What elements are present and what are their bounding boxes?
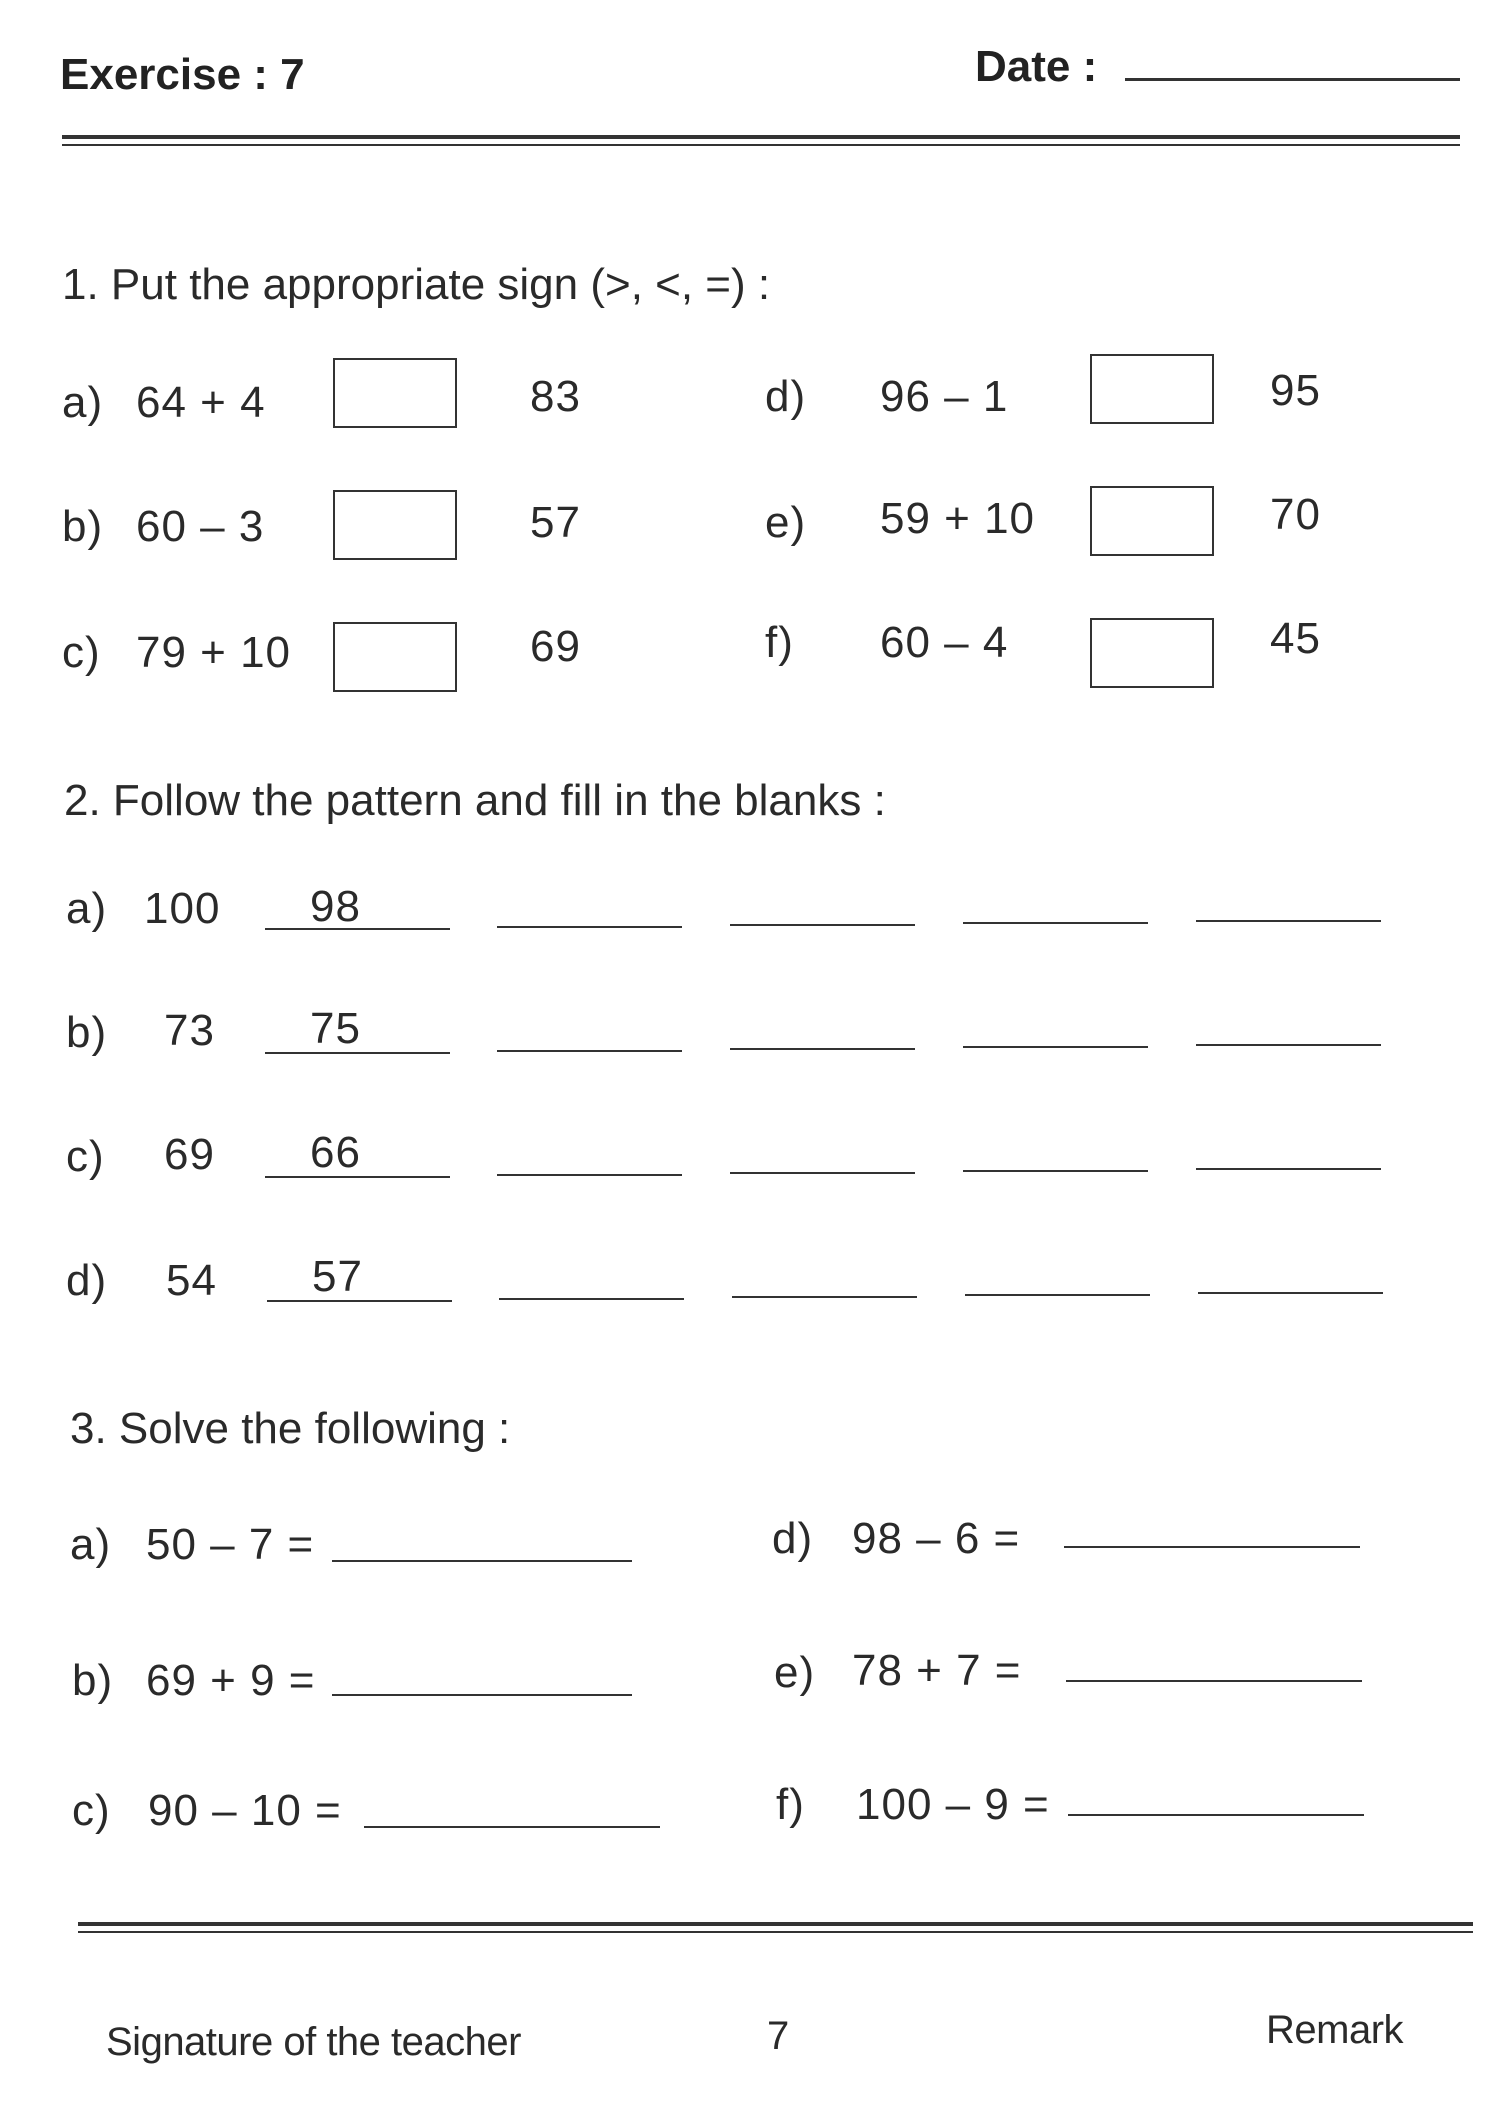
q1-answer-box-d[interactable] (1090, 354, 1214, 424)
q1-title: 1. Put the appropriate sign (>, <, =) : (62, 260, 771, 309)
q1-answer-box-b[interactable] (333, 490, 457, 560)
bottom-divider (78, 1922, 1473, 1936)
q1-expr-b: 60 – 3 (136, 502, 265, 551)
q3-answer-c[interactable] (364, 1826, 660, 1828)
q3-answer-b[interactable] (332, 1694, 632, 1696)
q2-start-b: 73 (164, 1006, 215, 1055)
q2-blank-c2[interactable] (497, 1174, 682, 1176)
q2-blank-c1[interactable] (265, 1176, 450, 1178)
q3-expr-d: 98 – 6 = (852, 1514, 1021, 1563)
q2-blank-b3[interactable] (730, 1048, 915, 1050)
q1-compare-c: 69 (530, 622, 581, 671)
q2-label-c: c) (66, 1132, 105, 1181)
q3-expr-c: 90 – 10 = (148, 1786, 342, 1835)
q1-expr-a: 64 + 4 (136, 378, 266, 427)
q1-label-b: b) (62, 502, 104, 551)
q2-blank-a4[interactable] (963, 922, 1148, 924)
q1-compare-d: 95 (1270, 366, 1321, 415)
q3-label-a: a) (70, 1520, 112, 1569)
q2-start-d: 54 (166, 1256, 217, 1305)
q1-label-f: f) (765, 618, 794, 667)
q3-expr-b: 69 + 9 = (146, 1656, 316, 1705)
date-field[interactable] (1125, 78, 1460, 81)
page-number: 7 (767, 2014, 789, 2058)
exercise-title: Exercise : 7 (60, 50, 305, 99)
q2-blank-b4[interactable] (963, 1046, 1148, 1048)
q3-answer-a[interactable] (332, 1560, 632, 1562)
top-divider (62, 135, 1460, 149)
q2-blank-a3[interactable] (730, 924, 915, 926)
q1-label-d: d) (765, 372, 807, 421)
q2-blank-d3[interactable] (732, 1296, 917, 1298)
q2-blank-b2[interactable] (497, 1050, 682, 1052)
q1-compare-e: 70 (1270, 490, 1321, 539)
q2-given-d: 57 (312, 1252, 363, 1301)
q3-label-e: e) (774, 1648, 816, 1697)
q1-answer-box-e[interactable] (1090, 486, 1214, 556)
q2-blank-a5[interactable] (1196, 920, 1381, 922)
q2-blank-d1[interactable] (267, 1300, 452, 1302)
q1-compare-a: 83 (530, 372, 581, 421)
q2-blank-a2[interactable] (497, 926, 682, 928)
q2-blank-d4[interactable] (965, 1294, 1150, 1296)
q2-label-b: b) (66, 1008, 108, 1057)
q1-expr-f: 60 – 4 (880, 618, 1009, 667)
q3-answer-f[interactable] (1068, 1814, 1364, 1816)
q3-label-d: d) (772, 1514, 814, 1563)
q2-given-c: 66 (310, 1128, 361, 1177)
q1-answer-box-f[interactable] (1090, 618, 1214, 688)
q2-blank-c3[interactable] (730, 1172, 915, 1174)
q2-blank-b5[interactable] (1196, 1044, 1381, 1046)
q1-label-e: e) (765, 498, 807, 547)
q2-blank-c5[interactable] (1196, 1168, 1381, 1170)
q3-answer-e[interactable] (1066, 1680, 1362, 1682)
q1-compare-f: 45 (1270, 614, 1321, 663)
q3-title: 3. Solve the following : (70, 1404, 511, 1453)
signature-label: Signature of the teacher (106, 2020, 521, 2064)
q3-expr-e: 78 + 7 = (852, 1646, 1022, 1695)
q2-blank-a1[interactable] (265, 928, 450, 930)
q2-label-a: a) (66, 884, 108, 933)
q2-label-d: d) (66, 1256, 108, 1305)
q3-expr-f: 100 – 9 = (856, 1780, 1050, 1829)
q3-label-f: f) (776, 1780, 805, 1829)
q2-blank-d2[interactable] (499, 1298, 684, 1300)
q3-answer-d[interactable] (1064, 1546, 1360, 1548)
q1-answer-box-a[interactable] (333, 358, 457, 428)
q3-label-b: b) (72, 1656, 114, 1705)
q2-given-a: 98 (310, 882, 361, 931)
q2-blank-d5[interactable] (1198, 1292, 1383, 1294)
q2-blank-b1[interactable] (265, 1052, 450, 1054)
q1-expr-c: 79 + 10 (136, 628, 292, 677)
q1-expr-e: 59 + 10 (880, 494, 1036, 543)
date-label: Date : (975, 42, 1098, 91)
q2-start-a: 100 (144, 884, 221, 933)
q1-answer-box-c[interactable] (333, 622, 457, 692)
q2-start-c: 69 (164, 1130, 215, 1179)
q1-expr-d: 96 – 1 (880, 372, 1009, 421)
q1-label-a: a) (62, 378, 104, 427)
remark-label: Remark (1266, 2008, 1404, 2052)
q2-title: 2. Follow the pattern and fill in the blanks : (64, 776, 886, 825)
q2-given-b: 75 (310, 1004, 361, 1053)
q1-compare-b: 57 (530, 498, 581, 547)
q3-label-c: c) (72, 1786, 111, 1835)
q2-blank-c4[interactable] (963, 1170, 1148, 1172)
q1-label-c: c) (62, 628, 101, 677)
q3-expr-a: 50 – 7 = (146, 1520, 315, 1569)
